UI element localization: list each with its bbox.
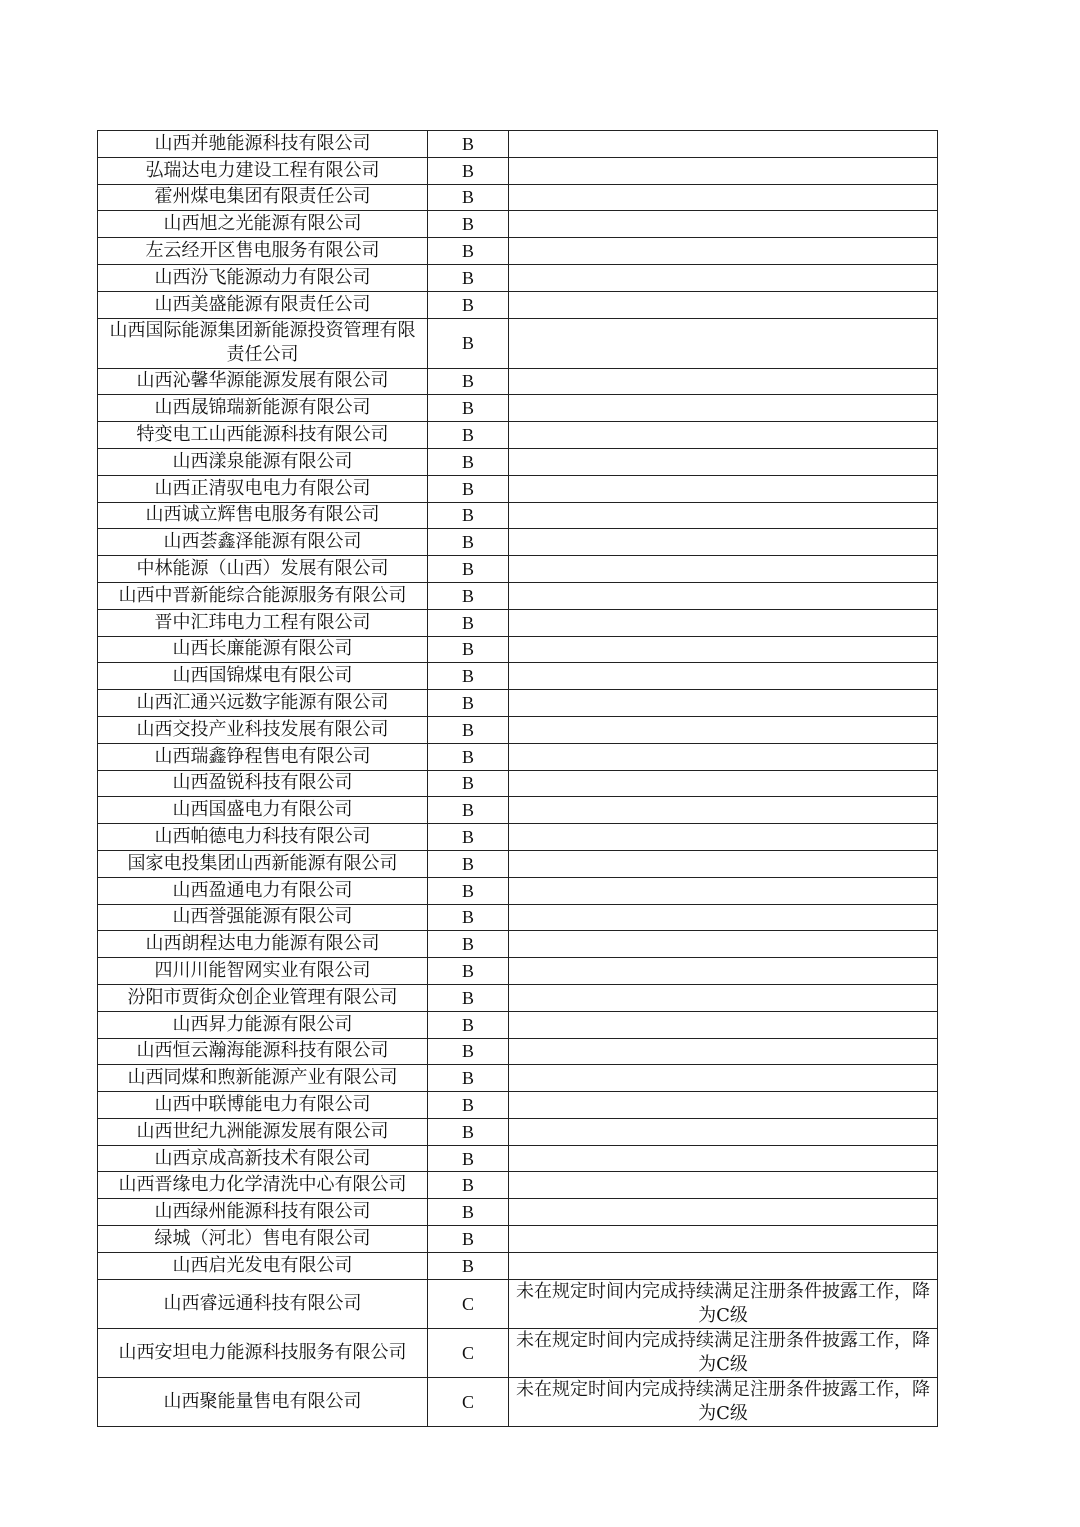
company-name-cell: 山西汾飞能源动力有限公司 (98, 264, 428, 291)
note-cell (509, 1092, 938, 1119)
grade-cell: B (428, 1252, 509, 1279)
company-name-cell: 左云经开区售电服务有限公司 (98, 238, 428, 265)
table-row (98, 157, 938, 184)
company-name-cell: 山西盈锐科技有限公司 (98, 770, 428, 797)
table-row (98, 582, 938, 609)
table-row (98, 1328, 938, 1377)
grade-cell: B (428, 984, 509, 1011)
table-row (98, 609, 938, 636)
note-cell (509, 1172, 938, 1199)
note-cell (509, 238, 938, 265)
table-row (98, 529, 938, 556)
company-name-cell: 山西中联博能电力有限公司 (98, 1092, 428, 1119)
table-row (98, 1038, 938, 1065)
company-name-cell: 山西恒云瀚海能源科技有限公司 (98, 1038, 428, 1065)
company-name-cell: 山西荟鑫泽能源有限公司 (98, 529, 428, 556)
company-name-cell: 山西国锦煤电有限公司 (98, 663, 428, 690)
note-cell (509, 291, 938, 318)
company-name-cell: 山西诚立辉售电服务有限公司 (98, 502, 428, 529)
note-cell (509, 931, 938, 958)
note-cell (509, 1199, 938, 1226)
table-row (98, 663, 938, 690)
grade-cell: B (428, 318, 509, 368)
note-cell (509, 904, 938, 931)
note-cell (509, 157, 938, 184)
company-name-cell: 中林能源（山西）发展有限公司 (98, 556, 428, 583)
note-cell (509, 264, 938, 291)
grade-cell: C (428, 1328, 509, 1377)
company-name-cell: 山西同煤和煦新能源产业有限公司 (98, 1065, 428, 1092)
company-name-cell: 山西汇通兴远数字能源有限公司 (98, 690, 428, 717)
company-name-cell: 山西誉强能源有限公司 (98, 904, 428, 931)
table-row (98, 904, 938, 931)
note-cell (509, 1011, 938, 1038)
note-cell (509, 609, 938, 636)
table-row (98, 1145, 938, 1172)
table-row (98, 502, 938, 529)
company-name-cell: 山西绿州能源科技有限公司 (98, 1199, 428, 1226)
grade-cell: B (428, 448, 509, 475)
grade-cell: B (428, 931, 509, 958)
note-cell (509, 529, 938, 556)
grade-cell: B (428, 958, 509, 985)
table-row (98, 958, 938, 985)
note-cell (509, 663, 938, 690)
company-name-cell: 山西美盛能源有限责任公司 (98, 291, 428, 318)
table-row (98, 556, 938, 583)
note-cell: 未在规定时间内完成持续满足注册条件披露工作，降为C级 (509, 1279, 938, 1328)
grade-cell: B (428, 211, 509, 238)
grade-cell: B (428, 1092, 509, 1119)
grade-cell: B (428, 770, 509, 797)
company-name-cell: 山西漾泉能源有限公司 (98, 448, 428, 475)
table-row (98, 797, 938, 824)
grade-cell: B (428, 502, 509, 529)
table-row (98, 291, 938, 318)
note-cell (509, 984, 938, 1011)
company-name-cell: 四川川能智网实业有限公司 (98, 958, 428, 985)
table-row (98, 636, 938, 663)
grade-cell: B (428, 264, 509, 291)
grade-cell: B (428, 1199, 509, 1226)
company-name-cell: 山西睿远通科技有限公司 (98, 1279, 428, 1328)
table-row (98, 475, 938, 502)
note-cell (509, 318, 938, 368)
note-cell (509, 368, 938, 395)
grade-cell: B (428, 1065, 509, 1092)
company-name-cell: 晋中汇玮电力工程有限公司 (98, 609, 428, 636)
note-cell: 未在规定时间内完成持续满足注册条件披露工作，降为C级 (509, 1377, 938, 1426)
company-name-cell: 山西瑞鑫铮程售电有限公司 (98, 743, 428, 770)
grade-cell: B (428, 556, 509, 583)
note-cell (509, 422, 938, 449)
note-cell (509, 824, 938, 851)
note-cell (509, 582, 938, 609)
grade-cell: B (428, 529, 509, 556)
note-cell (509, 690, 938, 717)
table-row (98, 984, 938, 1011)
table-row (98, 1011, 938, 1038)
grade-cell: B (428, 850, 509, 877)
company-name-cell: 山西昇力能源有限公司 (98, 1011, 428, 1038)
company-name-cell: 汾阳市贾街众创企业管理有限公司 (98, 984, 428, 1011)
grade-cell: B (428, 743, 509, 770)
note-cell (509, 770, 938, 797)
company-name-cell: 山西国盛电力有限公司 (98, 797, 428, 824)
table-row (98, 1092, 938, 1119)
table-row (98, 131, 938, 158)
table-row (98, 422, 938, 449)
table-row (98, 770, 938, 797)
note-cell (509, 1252, 938, 1279)
table-row (98, 318, 938, 368)
company-name-cell: 山西交投产业科技发展有限公司 (98, 716, 428, 743)
company-name-cell: 山西帕德电力科技有限公司 (98, 824, 428, 851)
note-cell (509, 184, 938, 211)
grade-cell: B (428, 368, 509, 395)
company-name-cell: 山西安坦电力能源科技服务有限公司 (98, 1328, 428, 1377)
grade-cell: B (428, 716, 509, 743)
grade-cell: B (428, 690, 509, 717)
grade-cell: B (428, 582, 509, 609)
company-name-cell: 霍州煤电集团有限责任公司 (98, 184, 428, 211)
company-name-cell: 山西晟锦瑞新能源有限公司 (98, 395, 428, 422)
grade-cell: B (428, 291, 509, 318)
grade-cell: B (428, 904, 509, 931)
note-cell (509, 958, 938, 985)
note-cell (509, 1118, 938, 1145)
table-row (98, 211, 938, 238)
table-row (98, 743, 938, 770)
company-name-cell: 山西正清驭电电力有限公司 (98, 475, 428, 502)
grade-cell: B (428, 1226, 509, 1253)
company-name-cell: 国家电投集团山西新能源有限公司 (98, 850, 428, 877)
table-row (98, 1199, 938, 1226)
grade-cell: B (428, 636, 509, 663)
company-name-cell: 山西启光发电有限公司 (98, 1252, 428, 1279)
grade-cell: B (428, 131, 509, 158)
note-cell (509, 850, 938, 877)
grade-cell: B (428, 609, 509, 636)
table-row (98, 824, 938, 851)
note-cell (509, 502, 938, 529)
note-cell (509, 797, 938, 824)
grade-cell: B (428, 663, 509, 690)
table-row (98, 368, 938, 395)
grade-cell: B (428, 395, 509, 422)
note-cell: 未在规定时间内完成持续满足注册条件披露工作，降为C级 (509, 1328, 938, 1377)
company-name-cell: 山西旭之光能源有限公司 (98, 211, 428, 238)
grade-cell: B (428, 1011, 509, 1038)
company-name-cell: 特变电工山西能源科技有限公司 (98, 422, 428, 449)
table-row (98, 238, 938, 265)
note-cell (509, 877, 938, 904)
company-name-cell: 山西沁馨华源能源发展有限公司 (98, 368, 428, 395)
note-cell (509, 716, 938, 743)
company-name-cell: 山西中晋新能综合能源服务有限公司 (98, 582, 428, 609)
company-name-cell: 山西京成高新技术有限公司 (98, 1145, 428, 1172)
company-name-cell: 弘瑞达电力建设工程有限公司 (98, 157, 428, 184)
table-row (98, 264, 938, 291)
table-row (98, 1279, 938, 1328)
company-name-cell: 山西长廉能源有限公司 (98, 636, 428, 663)
table-row (98, 1252, 938, 1279)
table-body (98, 131, 938, 1427)
table-row (98, 690, 938, 717)
table-row (98, 1172, 938, 1199)
table-row (98, 1377, 938, 1426)
grade-cell: B (428, 1172, 509, 1199)
grade-cell: C (428, 1279, 509, 1328)
table-row (98, 931, 938, 958)
grade-cell: B (428, 184, 509, 211)
company-name-cell: 山西盈通电力有限公司 (98, 877, 428, 904)
table-row (98, 1226, 938, 1253)
credit-grade-table (97, 130, 938, 1427)
table-row (98, 448, 938, 475)
note-cell (509, 131, 938, 158)
note-cell (509, 1226, 938, 1253)
table-row (98, 1118, 938, 1145)
grade-cell: B (428, 824, 509, 851)
company-name-cell: 绿城（河北）售电有限公司 (98, 1226, 428, 1253)
table-row (98, 184, 938, 211)
note-cell (509, 211, 938, 238)
note-cell (509, 636, 938, 663)
note-cell (509, 395, 938, 422)
company-name-cell: 山西国际能源集团新能源投资管理有限责任公司 (98, 318, 428, 368)
note-cell (509, 448, 938, 475)
company-name-cell: 山西晋缘电力化学清洗中心有限公司 (98, 1172, 428, 1199)
grade-cell: B (428, 797, 509, 824)
note-cell (509, 1145, 938, 1172)
grade-cell: B (428, 1118, 509, 1145)
grade-cell: B (428, 877, 509, 904)
grade-cell: B (428, 238, 509, 265)
grade-cell: B (428, 157, 509, 184)
note-cell (509, 743, 938, 770)
company-name-cell: 山西朗程达电力能源有限公司 (98, 931, 428, 958)
note-cell (509, 475, 938, 502)
company-name-cell: 山西并驰能源科技有限公司 (98, 131, 428, 158)
company-name-cell: 山西聚能量售电有限公司 (98, 1377, 428, 1426)
note-cell (509, 1065, 938, 1092)
grade-cell: C (428, 1377, 509, 1426)
grade-cell: B (428, 422, 509, 449)
table-row (98, 716, 938, 743)
grade-cell: B (428, 1038, 509, 1065)
note-cell (509, 1038, 938, 1065)
table-row (98, 395, 938, 422)
table-row (98, 1065, 938, 1092)
table-row (98, 877, 938, 904)
note-cell (509, 556, 938, 583)
grade-cell: B (428, 475, 509, 502)
table-row (98, 850, 938, 877)
company-name-cell: 山西世纪九洲能源发展有限公司 (98, 1118, 428, 1145)
grade-cell: B (428, 1145, 509, 1172)
